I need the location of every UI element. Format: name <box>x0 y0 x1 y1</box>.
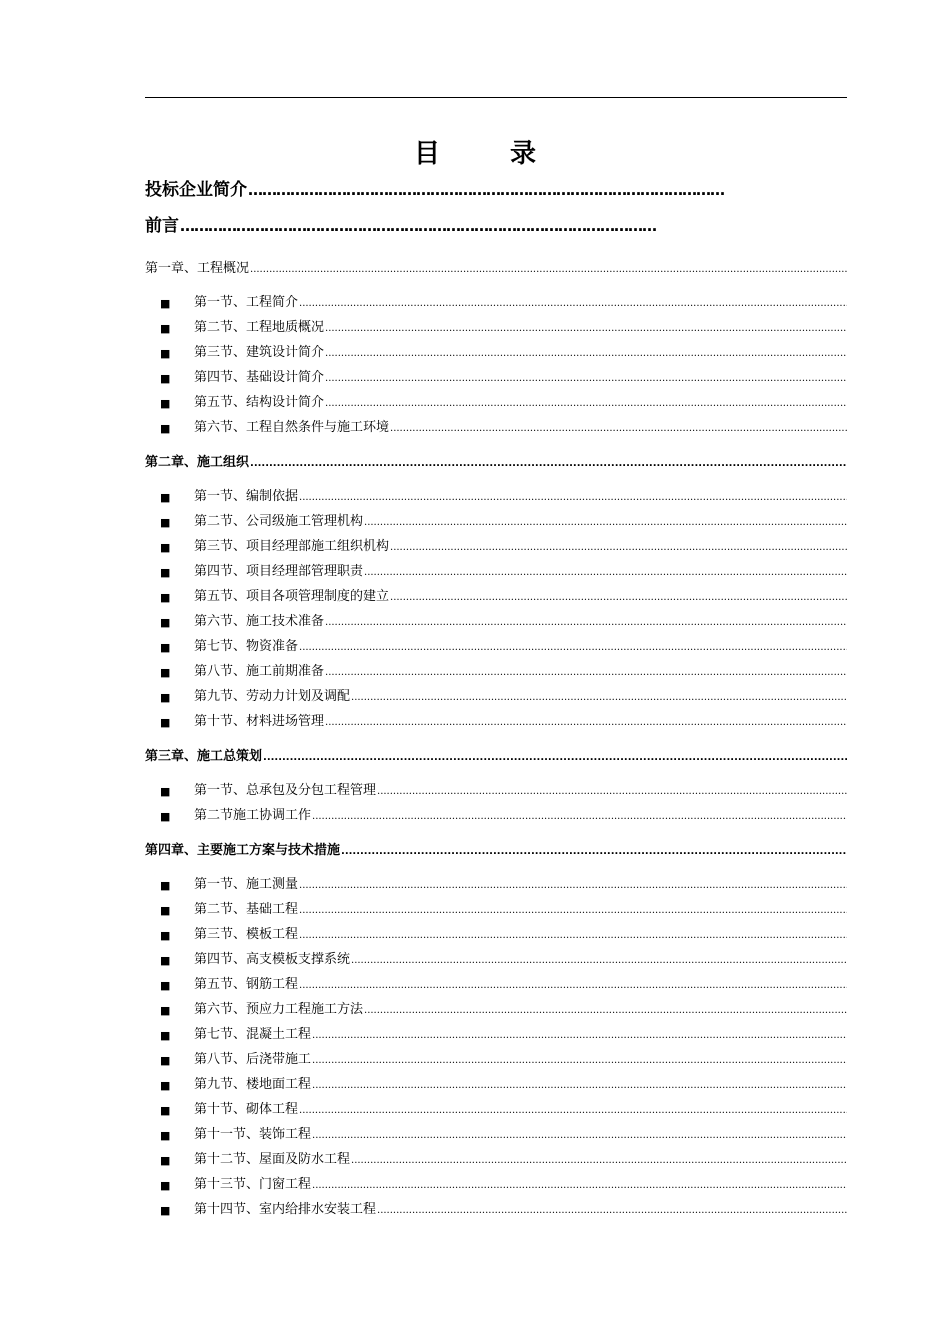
title-part-2: 录 <box>510 139 537 169</box>
dot-leader <box>325 614 847 629</box>
page-title <box>0 133 950 170</box>
dot-leader <box>325 714 847 729</box>
toc-section[interactable] <box>160 341 847 360</box>
toc-entry-label: 第三章、施工总策划 <box>145 749 263 764</box>
toc-section[interactable] <box>160 973 847 992</box>
dot-leader <box>325 370 847 385</box>
toc-section[interactable] <box>160 873 847 892</box>
toc-entry-label: 第十四节、室内给排水安装工程 <box>194 1202 377 1217</box>
bullet-icon: ■ <box>160 954 171 967</box>
dot-leader <box>341 843 847 858</box>
bullet-icon: ■ <box>160 904 171 917</box>
toc-section[interactable] <box>160 535 847 554</box>
dot-leader <box>390 589 847 604</box>
toc-section[interactable] <box>160 610 847 629</box>
toc-section[interactable] <box>160 366 847 385</box>
toc-entry-label: 第五节、结构设计简介 <box>194 395 325 410</box>
toc-entry-label: 第六节、预应力工程施工方法 <box>194 1002 364 1017</box>
bullet-icon: ■ <box>160 641 171 654</box>
toc-entry-label: 第九节、劳动力计划及调配 <box>194 689 351 704</box>
toc-section[interactable] <box>160 898 847 917</box>
dot-leader <box>377 783 847 798</box>
toc-entry-label: 第四节、高支模板支撑系统 <box>194 952 351 967</box>
toc-section[interactable] <box>160 510 847 529</box>
toc-entry-label: 第六节、工程自然条件与施工环境 <box>194 420 390 435</box>
bullet-icon: ■ <box>160 591 171 604</box>
toc-entry-label: 第十二节、屋面及防水工程 <box>194 1152 351 1167</box>
dot-leader <box>248 180 847 200</box>
toc-section[interactable] <box>160 316 847 335</box>
dot-leader <box>325 395 847 410</box>
toc-section[interactable] <box>160 560 847 579</box>
toc-section[interactable] <box>160 948 847 967</box>
bullet-icon: ■ <box>160 1104 171 1117</box>
toc-entry-label: 第三节、建筑设计简介 <box>194 345 325 360</box>
bullet-icon: ■ <box>160 397 171 410</box>
toc-section[interactable] <box>160 291 847 310</box>
toc-entry-label: 第十一节、装饰工程 <box>194 1127 312 1142</box>
toc-section[interactable] <box>160 685 847 704</box>
bullet-icon: ■ <box>160 1154 171 1167</box>
toc-entry-label: 第一章、工程概况 <box>145 261 250 276</box>
dot-leader <box>312 808 847 823</box>
toc-section[interactable] <box>160 485 847 504</box>
bullet-icon: ■ <box>160 516 171 529</box>
dot-leader <box>351 689 847 704</box>
toc-section[interactable] <box>160 660 847 679</box>
dot-leader <box>312 1052 847 1067</box>
toc-section[interactable] <box>160 998 847 1017</box>
dot-leader <box>377 1202 847 1217</box>
bullet-icon: ■ <box>160 716 171 729</box>
toc-chapter[interactable] <box>145 451 847 470</box>
dot-leader <box>390 539 847 554</box>
bullet-icon: ■ <box>160 1129 171 1142</box>
toc-entry-label: 第七节、物资准备 <box>194 639 299 654</box>
dot-leader <box>299 489 847 504</box>
bullet-icon: ■ <box>160 372 171 385</box>
bullet-icon: ■ <box>160 1204 171 1217</box>
bullet-icon: ■ <box>160 785 171 798</box>
toc-entry-label: 第四节、基础设计简介 <box>194 370 325 385</box>
toc-entry-label: 前言 <box>145 216 179 236</box>
toc-entry-top[interactable] <box>145 175 847 200</box>
toc-entry-label: 第一节、工程简介 <box>194 295 299 310</box>
toc-section[interactable] <box>160 804 847 823</box>
toc-section[interactable] <box>160 1123 847 1142</box>
title-part-1: 目 <box>413 139 440 169</box>
dot-leader <box>325 320 847 335</box>
bullet-icon: ■ <box>160 616 171 629</box>
toc-section[interactable] <box>160 1173 847 1192</box>
toc-section[interactable] <box>160 1098 847 1117</box>
dot-leader <box>364 1002 847 1017</box>
toc-entry-label: 第三节、模板工程 <box>194 927 299 942</box>
toc-entry-label: 投标企业简介 <box>145 180 247 200</box>
toc-entry-label: 第二章、施工组织 <box>145 455 250 470</box>
toc-section[interactable] <box>160 923 847 942</box>
toc-entry-label: 第一节、总承包及分包工程管理 <box>194 783 377 798</box>
bullet-icon: ■ <box>160 810 171 823</box>
toc-entry-label: 第二节、基础工程 <box>194 902 299 917</box>
bullet-icon: ■ <box>160 422 171 435</box>
dot-leader <box>299 927 847 942</box>
toc-entry-label: 第五节、钢筋工程 <box>194 977 299 992</box>
bullet-icon: ■ <box>160 491 171 504</box>
dot-leader <box>351 952 847 967</box>
bullet-icon: ■ <box>160 1054 171 1067</box>
toc-entry-label: 第一节、施工测量 <box>194 877 299 892</box>
toc-section[interactable] <box>160 1048 847 1067</box>
toc-entry-label: 第二节、工程地质概况 <box>194 320 325 335</box>
dot-leader <box>263 749 847 764</box>
dot-leader <box>390 420 847 435</box>
toc-entry-label: 第二节、公司级施工管理机构 <box>194 514 364 529</box>
bullet-icon: ■ <box>160 666 171 679</box>
toc-section[interactable] <box>160 710 847 729</box>
toc-entry-label: 第四章、主要施工方案与技术措施 <box>145 843 341 858</box>
toc-entry-label: 第一节、编制依据 <box>194 489 299 504</box>
dot-leader <box>299 295 847 310</box>
dot-leader <box>299 639 847 654</box>
dot-leader <box>299 877 847 892</box>
header-rule <box>145 97 847 98</box>
toc-section[interactable] <box>160 1148 847 1167</box>
bullet-icon: ■ <box>160 1079 171 1092</box>
toc-entry-label: 第七节、混凝土工程 <box>194 1027 312 1042</box>
toc-section[interactable] <box>160 1198 847 1217</box>
dot-leader <box>250 261 847 276</box>
dot-leader <box>180 216 847 236</box>
dot-leader <box>312 1177 847 1192</box>
dot-leader <box>312 1077 847 1092</box>
toc-entry-label: 第十三节、门窗工程 <box>194 1177 312 1192</box>
bullet-icon: ■ <box>160 566 171 579</box>
bullet-icon: ■ <box>160 1179 171 1192</box>
toc-section[interactable] <box>160 779 847 798</box>
dot-leader <box>312 1027 847 1042</box>
dot-leader <box>312 1127 847 1142</box>
toc-section[interactable] <box>160 416 847 435</box>
bullet-icon: ■ <box>160 322 171 335</box>
dot-leader <box>299 977 847 992</box>
toc-section[interactable] <box>160 585 847 604</box>
bullet-icon: ■ <box>160 691 171 704</box>
toc-section[interactable] <box>160 391 847 410</box>
toc-entry-label: 第九节、楼地面工程 <box>194 1077 312 1092</box>
toc-entry-label: 第八节、施工前期准备 <box>194 664 325 679</box>
bullet-icon: ■ <box>160 347 171 360</box>
toc-section[interactable] <box>160 1073 847 1092</box>
dot-leader <box>299 902 847 917</box>
dot-leader <box>325 345 847 360</box>
toc-entry-label: 第十节、砌体工程 <box>194 1102 299 1117</box>
dot-leader <box>250 455 847 470</box>
toc-entry-label: 第十节、材料进场管理 <box>194 714 325 729</box>
bullet-icon: ■ <box>160 1029 171 1042</box>
bullet-icon: ■ <box>160 297 171 310</box>
toc-entry-label: 第三节、项目经理部施工组织机构 <box>194 539 390 554</box>
toc-chapter[interactable] <box>145 839 847 858</box>
toc-section[interactable] <box>160 1023 847 1042</box>
toc-entry-label: 第二节施工协调工作 <box>194 808 312 823</box>
dot-leader <box>325 664 847 679</box>
bullet-icon: ■ <box>160 541 171 554</box>
bullet-icon: ■ <box>160 879 171 892</box>
toc-entry-label: 第六节、施工技术准备 <box>194 614 325 629</box>
toc-entry-top[interactable] <box>145 211 847 236</box>
toc-chapter[interactable] <box>145 257 847 276</box>
toc-entry-label: 第四节、项目经理部管理职责 <box>194 564 364 579</box>
dot-leader <box>364 514 847 529</box>
toc-section[interactable] <box>160 635 847 654</box>
dot-leader <box>351 1152 847 1167</box>
toc-entry-label: 第五节、项目各项管理制度的建立 <box>194 589 390 604</box>
dot-leader <box>364 564 847 579</box>
dot-leader <box>299 1102 847 1117</box>
toc-chapter[interactable] <box>145 745 847 764</box>
bullet-icon: ■ <box>160 1004 171 1017</box>
bullet-icon: ■ <box>160 929 171 942</box>
bullet-icon: ■ <box>160 979 171 992</box>
toc-entry-label: 第八节、后浇带施工 <box>194 1052 312 1067</box>
